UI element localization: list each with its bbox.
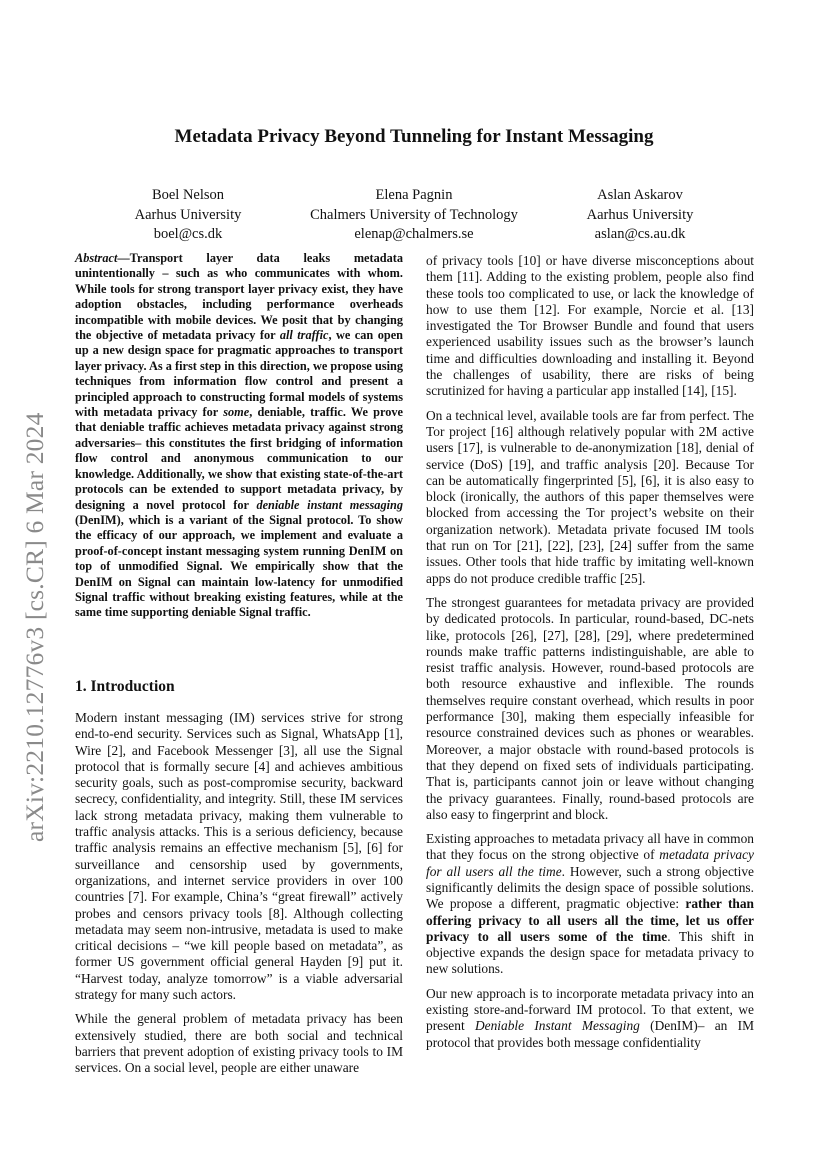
- author-email: aslan@cs.au.dk: [594, 226, 686, 242]
- abstract-text-4: (DenIM), which is a variant of the Signal protocol. To show the efficacy of our approach, we implement and evaluate a proof-of-concept instant messaging system running DenIM on top of unmodified Signal. We empirically show that the DenIM on Signal can maintain low-latency for unmodified Signal traffic without breaking existing features, while at the same time supporting deniable Signal traffic.: [75, 512, 403, 620]
- abstract-text-2: , we can open up a new design space for pragmatic approaches to transport layer privacy. As a first step in this direction, we propose using techniques from information flow control and present a principled approach to constructing formal models of systems with metadata privacy for: [75, 328, 403, 420]
- arxiv-side-stamp: arXiv:2210.12776v3 [cs.CR] 6 Mar 2024: [20, 412, 49, 842]
- p4-bold-objective: rather than offering privacy to all users all the time, let us offer privacy to all users some of the time: [426, 896, 754, 944]
- right-paragraph-1: of privacy tools [10] or have diverse misconceptions about them [11]. Adding to the existing problem, people also find these tools too complicated to use, or lack the knowledge of how to use them [12]. For example, Norcie et al. [13] investigated the Tor Browser Bundle and found that users experienced usability issues such as the browser’s launch time and difficulties downloading and installing it. Beyond the challenges of usability, there are risks of being scrutinized for having a particular app installed [14], [15].: [426, 253, 754, 399]
- p4-text-c: . This shift in objective expands the design space for metadata privacy to new solutions.: [426, 928, 754, 977]
- section-heading-introduction: 1. Introduction: [75, 678, 175, 695]
- left-column-body: [75, 710, 403, 1085]
- abstract-emphasis-2: some: [223, 405, 250, 420]
- intro-paragraph-2: While the general problem of metadata privacy has been extensively studied, there are both social and technical barriers that prevent adoption of existing privacy tools to IM services. On a social level, people are either unaware: [75, 1011, 403, 1076]
- right-paragraph-2: On a technical level, available tools are far from perfect. The Tor project [16] although relatively popular with 2M active users [17], is vulnerable to de-anonymization [18], denial of service (DoS) [19], and traffic analysis [20]. Because Tor can be automatically fingerprinted [5], [6], it is also easy to block (ironically, the authors of this paper themselves were blocked from accessing the Tor project’s website on their organization network). Metadata private focused IM tools that run on Tor [21], [22], [23], [24] suffer from the same issues. Other tools that hide traffic by imitating well-known apps do not produce credible traffic [25].: [426, 407, 754, 586]
- right-column-body: [426, 253, 754, 1059]
- abstract: [75, 251, 403, 621]
- abstract-emphasis-1: all traffic: [279, 328, 329, 343]
- right-paragraph-5: [426, 986, 754, 1051]
- author-name: Boel Nelson: [151, 187, 225, 203]
- p4-emphasis: metadata privacy for all users all the time: [426, 847, 754, 879]
- right-paragraph-4: [426, 831, 754, 978]
- intro-paragraph-1: Modern instant messaging (IM) services strive for strong end-to-end security. Services such as Signal, WhatsApp [1], Wire [2], and Facebook Messenger [3], all use the Signal protocol that is formally secure [4] and achieves ambitious security goals, such as post-compromise security, backward secrecy, confidentiality, and integrity. Still, these IM services lack strong metadata privacy, making them vulnerable to traffic analysis attacks. This is a serious deficiency, because traffic analysis remains an effective mechanism [5], [6] for surveillance and censorship used by governments, organizations, and internet service providers in over 100 countries [7]. For example, China’s “great firewall” actively probes and censors privacy tools [8]. Although collecting metadata may seem non-intrusive, metadata is used to make critical decisions – “we kill people based on metadata”, as former US government official general Hayden [9] put it. “Harvest today, analyze tomorrow” is a viable adversarial strategy for many such actors.: [75, 710, 403, 1003]
- paper-title: Metadata Privacy Beyond Tunneling for Instant Messaging: [174, 126, 654, 147]
- author-email: boel@cs.dk: [153, 226, 223, 242]
- author-block-1: [128, 186, 248, 245]
- right-paragraph-3: The strongest guarantees for metadata privacy are provided by dedicated protocols. In particular, round-based, DC-nets like, protocols [26], [27], [28], [29], where predetermined rounds make traffic patterns indistinguishable, are able to resist traffic analysis. However, round-based protocols are both resource exhaustive and inflexible. The rounds themselves require constant overhead, which results in poor performance [30], making them especially infeasible for resource constrained devices such as phones or wearables. Moreover, a major obstacle with round-based protocols is that they depend on fixed sets of individuals participating. That is, participants cannot join or leave without changing the privacy guarantees. Finally, round-based protocols are also easy to fingerprint and block.: [426, 594, 754, 822]
- author-affiliation: Aarhus University: [586, 206, 694, 223]
- author-block-2: [296, 186, 532, 245]
- p5-text-a: Our new approach is to incorporate metadata privacy into an existing store-and-forward IM protocol. To that extent, we present: [426, 985, 754, 1034]
- p4-text-a: Existing approaches to metadata privacy all have in common that they focus on the strong objective of: [426, 831, 754, 863]
- abstract-text-1: —Transport layer data leaks metadata unintentionally – such as who communicates with whom. While tools for strong transport layer privacy exist, they have adoption obstacles, including performance overheads incompatible with mobile devices. We posit that by changing the objective of metadata privacy for: [75, 251, 403, 343]
- abstract-emphasis-3: deniable instant messaging: [256, 497, 403, 512]
- p4-text-b: . However, such a strong objective significantly delimits the design space of possible solutions. We propose a different, pragmatic objective:: [426, 863, 754, 912]
- author-name: Elena Pagnin: [375, 187, 453, 203]
- author-block-3: [580, 186, 700, 245]
- abstract-label: Abstract: [75, 251, 118, 265]
- author-email: elenap@chalmers.se: [354, 226, 474, 242]
- p5-emphasis: Deniable Instant Messaging: [474, 1018, 640, 1034]
- p5-text-b: (DenIM)– an IM protocol that provides both message confidentiality: [426, 1018, 754, 1050]
- abstract-text-3: , deniable, traffic. We prove that deniable traffic achieves metadata privacy against strong adversaries– this constitutes the first bridging of information flow control and anonymous communication to our knowledge. Additionally, we show that existing state-of-the-art protocols can be extended to support metadata privacy, by designing a novel protocol for: [75, 405, 403, 512]
- author-affiliation: Chalmers University of Technology: [310, 206, 518, 223]
- author-name: Aslan Askarov: [597, 187, 683, 203]
- author-affiliation: Aarhus University: [134, 206, 242, 223]
